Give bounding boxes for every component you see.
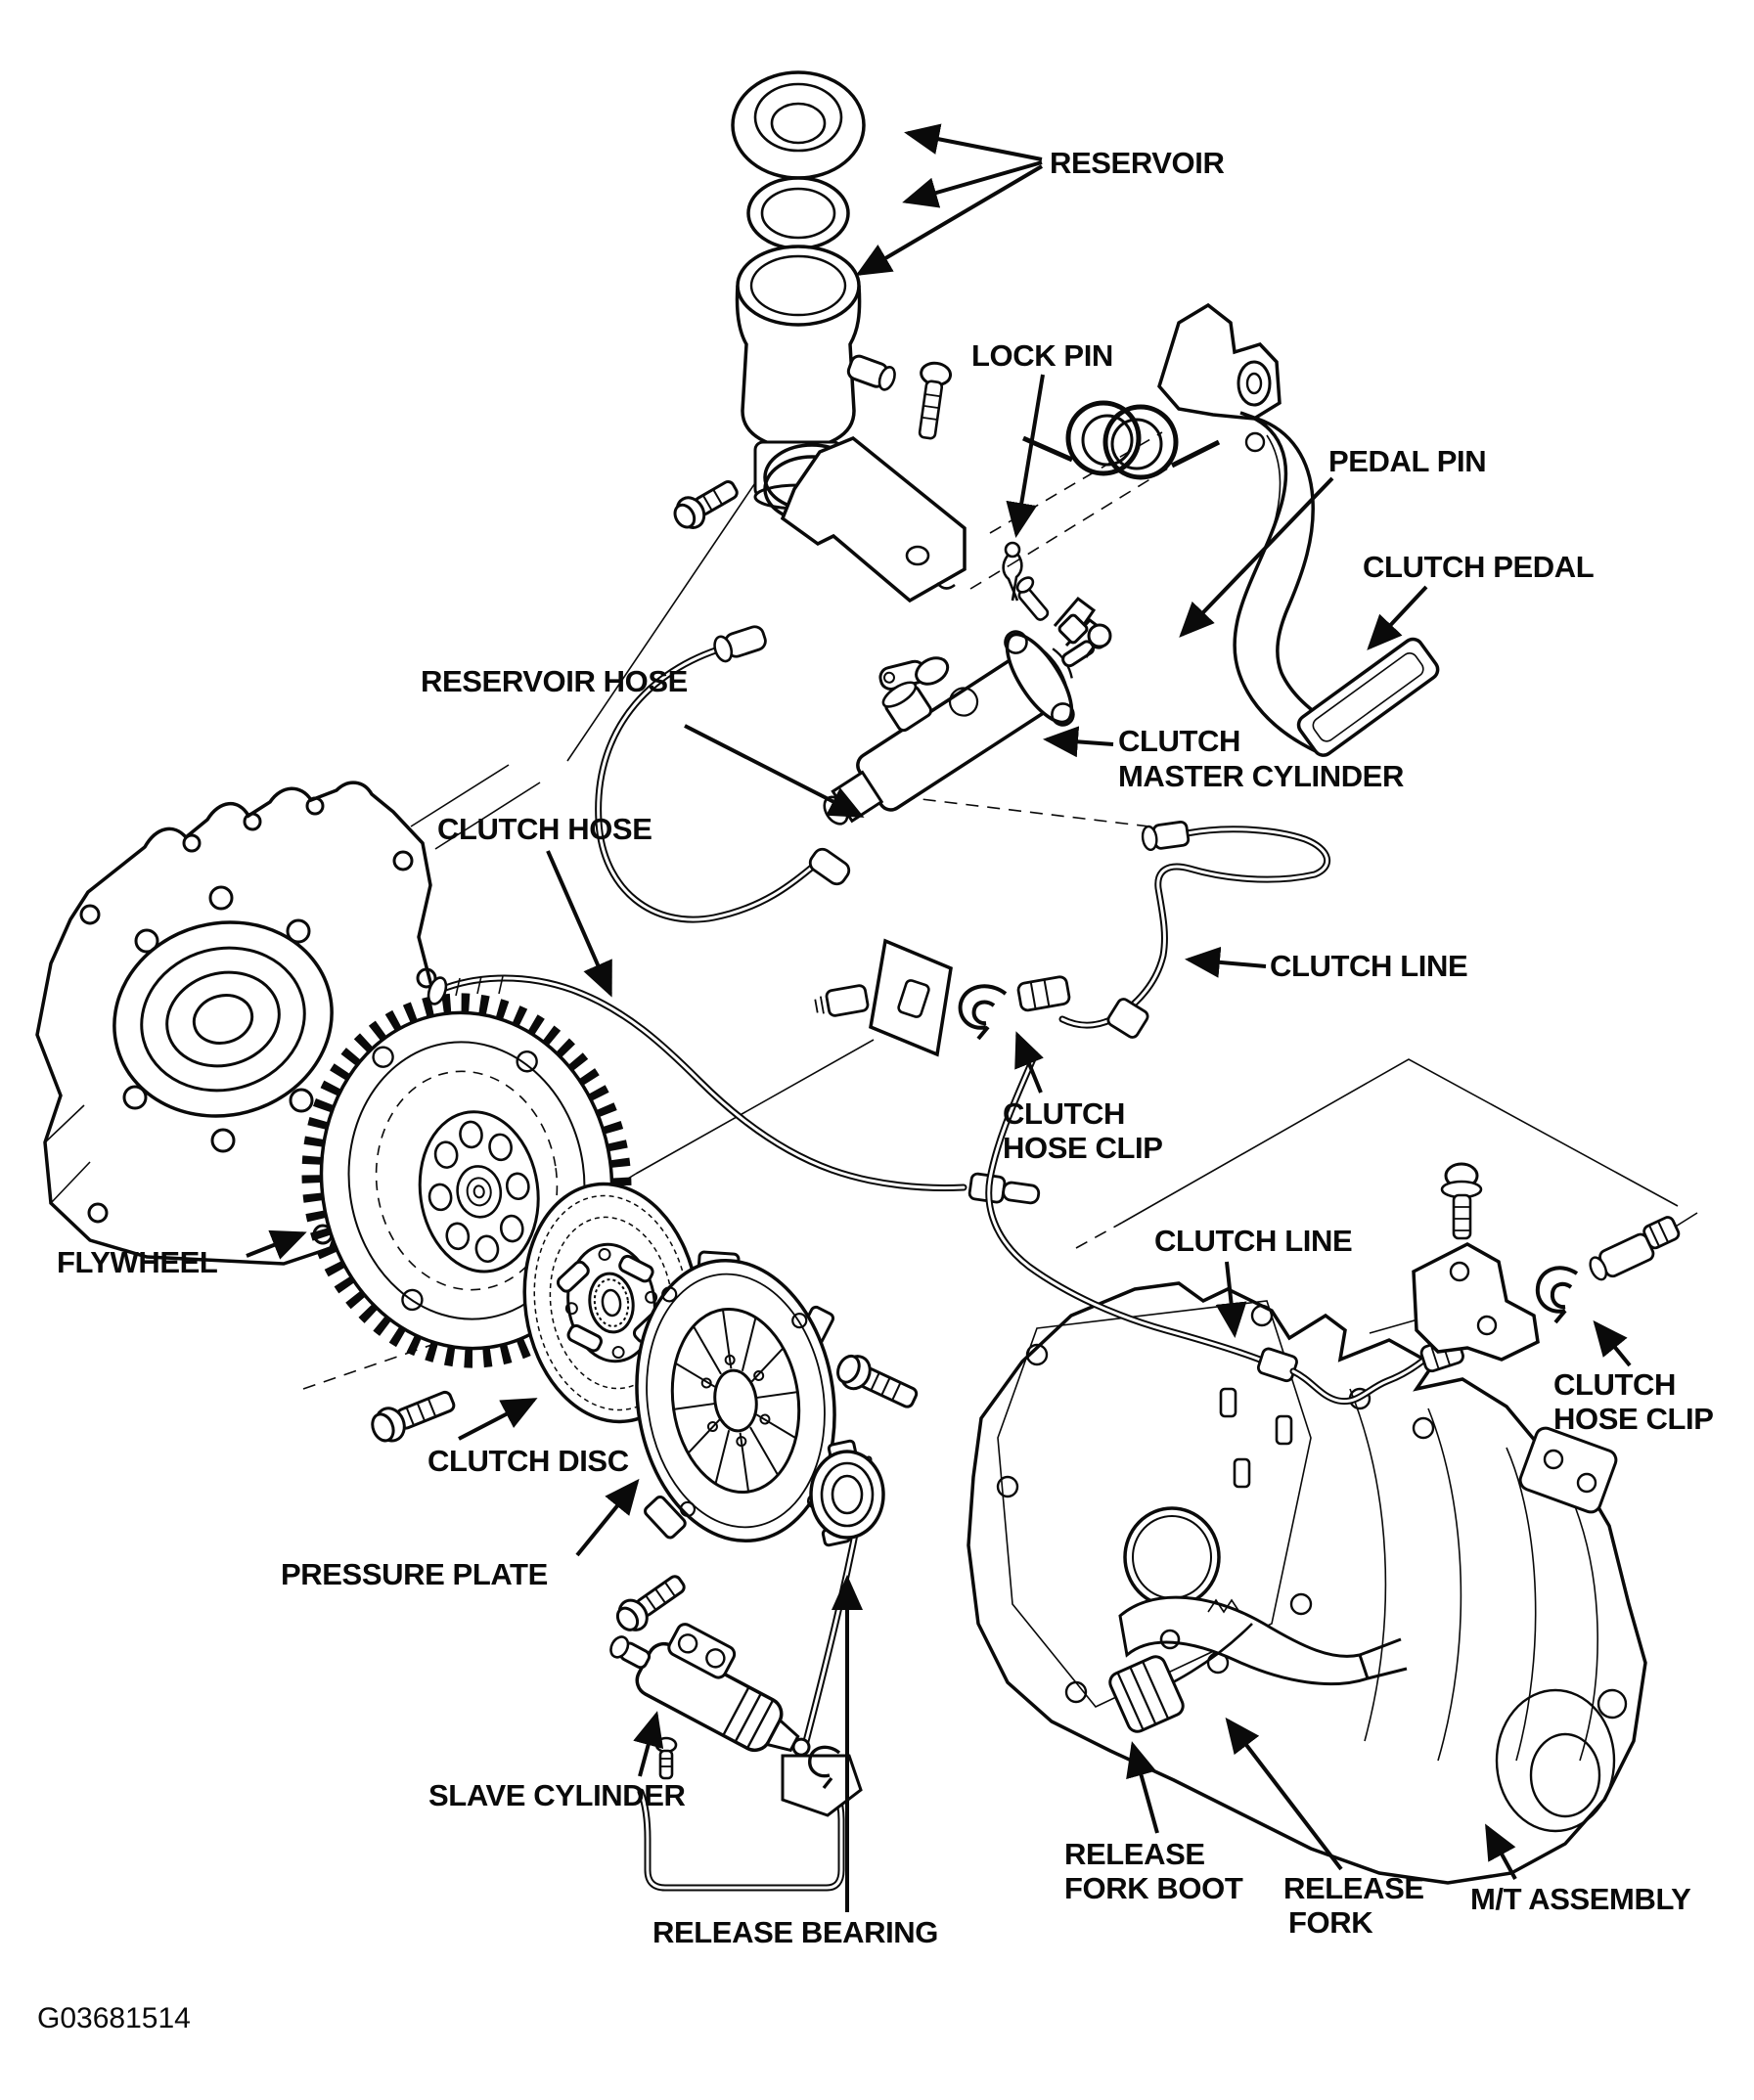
label-release-fork-boot-line1: RELEASE <box>1064 1837 1205 1871</box>
arrow-reservoir-body <box>859 166 1042 274</box>
label-clutch-disc: CLUTCH DISC <box>427 1444 629 1478</box>
clutch-pedal-drawing <box>1159 305 1442 759</box>
arrow-clutch-pedal <box>1370 587 1426 648</box>
label-clutch-hose-clip-right-line2: HOSE CLIP <box>1553 1402 1714 1436</box>
label-clutch-master-cylinder-line1: CLUTCH <box>1118 724 1241 758</box>
label-release-fork-line2: FORK <box>1288 1905 1373 1940</box>
arrow-slave-cylinder <box>640 1715 656 1776</box>
label-clutch-line-lower: CLUTCH LINE <box>1154 1224 1353 1258</box>
label-flywheel: FLYWHEEL <box>57 1245 218 1279</box>
pedal-spring-drawing <box>1023 403 1219 477</box>
label-slave-cylinder: SLAVE CYLINDER <box>428 1778 686 1812</box>
arrow-reservoir-seal <box>906 162 1042 201</box>
label-mt-assembly: M/T ASSEMBLY <box>1470 1882 1691 1916</box>
arrow-clutch-disc <box>459 1400 534 1439</box>
arrow-clutch-master-cylinder <box>1047 739 1113 744</box>
label-clutch-hose-clip-center-line2: HOSE CLIP <box>1003 1131 1163 1165</box>
hose-end-fitting-icon <box>1585 1216 1684 1284</box>
label-release-bearing: RELEASE BEARING <box>652 1915 938 1949</box>
arrow-pressure-plate <box>577 1482 637 1555</box>
pressure-plate-bolt-icon <box>832 1350 921 1414</box>
clutch-line-bracket-drawing <box>1414 1164 1684 1360</box>
clutch-hose-clip-right-drawing <box>1538 1268 1577 1322</box>
label-clutch-hose-clip-center-line1: CLUTCH <box>1003 1096 1126 1131</box>
arrow-clutch-hose <box>548 851 610 994</box>
label-reservoir: RESERVOIR <box>1050 146 1225 180</box>
label-clutch-master-cylinder-line2: MASTER CYLINDER <box>1118 759 1404 793</box>
mount-bolt-icon <box>913 361 952 439</box>
bleeder-screw-icon <box>656 1738 676 1778</box>
label-lock-pin: LOCK PIN <box>971 338 1113 373</box>
label-pedal-pin: PEDAL PIN <box>1328 444 1487 478</box>
figure-code: G03681514 <box>37 2002 191 2034</box>
label-clutch-line-upper: CLUTCH LINE <box>1270 949 1468 983</box>
label-reservoir-hose: RESERVOIR HOSE <box>421 664 688 698</box>
pressure-plate-bolt-icon <box>368 1384 458 1447</box>
reservoir-bracket-bolt-icon <box>669 473 742 534</box>
label-clutch-hose: CLUTCH HOSE <box>437 812 652 846</box>
label-clutch-pedal: CLUTCH PEDAL <box>1363 550 1595 584</box>
clutch-hose-clip-center-drawing <box>814 941 1070 1054</box>
arrow-clutch-hose-clip-right <box>1596 1323 1630 1365</box>
label-clutch-hose-clip-right-line1: CLUTCH <box>1553 1367 1677 1402</box>
transmission-drawing <box>968 1283 1645 1883</box>
label-release-fork-boot-line2: FORK BOOT <box>1064 1871 1243 1905</box>
arrow-reservoir-hose <box>685 726 861 816</box>
bracket-bolt-icon <box>1442 1164 1481 1238</box>
arrow-clutch-line-upper <box>1189 960 1266 966</box>
clutch-pipe-drawing <box>641 1747 861 1888</box>
label-release-fork-line1: RELEASE <box>1283 1871 1424 1905</box>
reservoir-cap-drawing <box>733 72 864 178</box>
arrow-reservoir-cap <box>908 133 1042 159</box>
label-pressure-plate: PRESSURE PLATE <box>281 1557 548 1591</box>
reservoir-seal-drawing <box>748 178 848 248</box>
clutch-line-upper-drawing <box>1062 822 1327 1040</box>
